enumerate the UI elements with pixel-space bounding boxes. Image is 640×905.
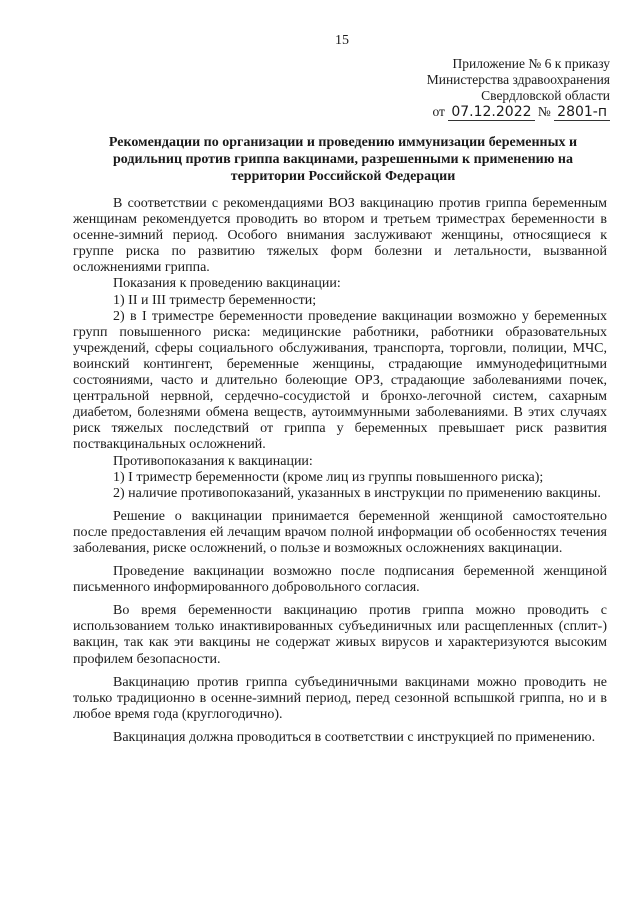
paragraph-decision: Решение о вакцинации принимается беременной женщиной самостоятельно после предоставления ей лечащим врачом полной информации об особенностях течения заболевания, риске осложнений, о пользе и возможных осложнениях вакцинации. — [73, 508, 607, 556]
paragraph-instructions: Вакцинация должна проводиться в соответствии с инструкцией по применению. — [113, 729, 596, 745]
order-from-label: от — [432, 104, 445, 119]
document-title: Рекомендации по организации и проведению иммунизации беременных и родильниц против гриппа вакцинами, разрешенными к применению на территории Российской Федерации — [108, 135, 578, 184]
paragraph-intro: В соответствии с рекомендациями ВОЗ вакцинацию против гриппа беременным женщинам рекомендуется проводить во втором и третьем триместрах беременности в осенне-зимний период. Особого внимания заслуживают женщины, относящиеся к группе риска по развитию тяжелых форм болезни и летальности, вызванной осложнениями гриппа. — [73, 196, 607, 276]
order-reference — [427, 104, 610, 120]
appendix-line-1: Приложение № 6 к приказу — [452, 56, 610, 71]
paragraph-contraindication-1: 1) I триместр беременности (кроме лиц из группы повышенного риска); — [113, 469, 544, 485]
appendix-header — [427, 56, 610, 120]
paragraph-indication-1: 1) II и III триместр беременности; — [113, 292, 317, 308]
appendix-line-3: Свердловской области — [481, 88, 610, 103]
document-body — [73, 196, 607, 746]
paragraph-timing: Вакцинацию против гриппа субъединичными вакцинами можно проводить не только традиционно в осенне-зимний период, перед сезонной вспышкой гриппа, но и в любое время года (круглогодично). — [73, 674, 607, 722]
page-number: 15 — [335, 33, 349, 48]
order-number: 2801-п — [554, 104, 610, 121]
paragraph-contraindication-2: 2) наличие противопоказаний, указанных в инструкции по применению вакцины. — [113, 485, 601, 501]
order-date: 07.12.2022 — [448, 104, 534, 121]
appendix-line-2: Министерства здравоохранения — [426, 72, 610, 87]
paragraph-indications-heading: Показания к проведению вакцинации: — [113, 276, 341, 292]
order-number-label: № — [537, 104, 551, 119]
paragraph-indication-2: 2) в I триместре беременности проведение вакцинации возможно у беременных групп повышенного риска: медицинские работники, работники образовательных учреждений, сферы социального обслуживания, транспорта, торговли, полиции, МЧС, воинский контингент, беременные женщины, страдающие иммунодефицитными состояниями, часто и длительно болеющие ОРЗ, страдающие заболеваниями почек, центральной нервной, сердечно-сосудистой и бронхо-легочной систем, сахарным диабетом, болезнями обмена веществ, аутоиммунными заболеваниями. В этих случаях риск тяжелых последствий от гриппа у беременных превышает риск развития поствакцинальных осложнений. — [73, 308, 607, 453]
paragraph-consent: Проведение вакцинации возможно после подписания беременной женщиной письменного информированного добровольного согласия. — [73, 564, 607, 596]
paragraph-contraindications-heading: Противопоказания к вакцинации: — [113, 453, 313, 469]
paragraph-vaccine-types: Во время беременности вакцинацию против гриппа можно проводить с использованием только инактивированных субъединичных или расщепленных (сплит-) вакцин, так как эти вакцины не содержат живых вирусов и характеризуются высоким профилем безопасности. — [73, 603, 607, 667]
